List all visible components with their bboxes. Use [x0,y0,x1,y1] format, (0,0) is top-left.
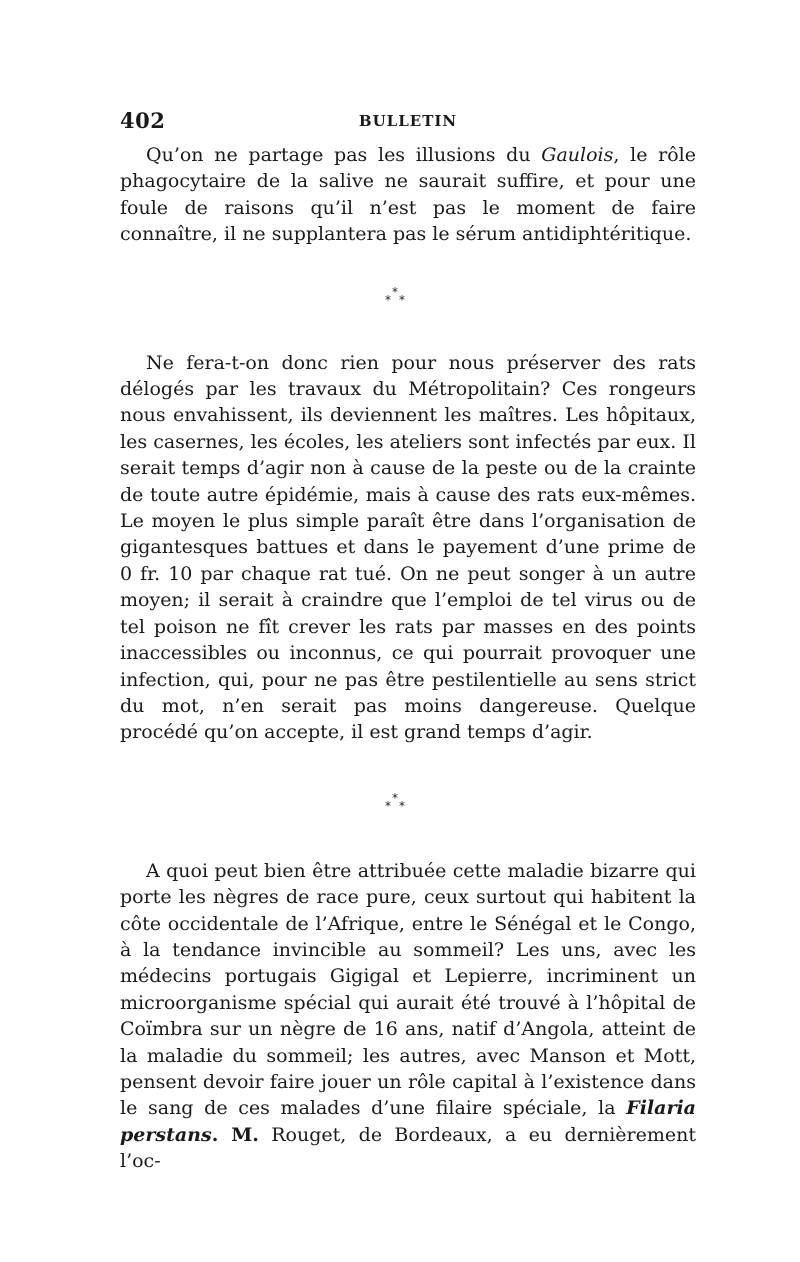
paragraph-sleeping-sickness [120,858,696,1175]
asterisk-glyph: * [399,292,405,307]
asterisk-glyph: * [385,798,391,813]
asterisk-glyph: * [399,798,405,813]
paragraph-saliva [120,142,696,248]
asterism-separator [120,268,696,330]
asterisk-glyph: * [392,284,398,299]
paragraph-rats [120,350,696,746]
paragraph-text: A quoi peut bien être attribuée cette maladie bizarre qui porte les nègres de race pure, ceux surtout qui habitent la côte occidentale de l’Afrique, entre le Sénégal et le Congo, à la tendance invincible au sommeil? Les uns, avec les médecins portugais Gigigal et Lepierre, incriminent un microorganisme spécial qui aurait été trouvé à l’hôpital de Coïmbra sur un nègre de 16 ans, natif d’Angola, atteint de la maladie du sommeil; les autres, avec Manson et Mott, pensent devoir faire jouer un rôle capital à l’existence dans le sang de ces malades d’une filaire spéciale, la [120,859,696,1120]
species-name: Filaria perstans [120,1097,696,1146]
asterism-separator [120,774,696,836]
asterisk-glyph: * [392,790,398,805]
page-header [120,108,696,142]
book-page [120,108,696,1175]
running-head: BULLETIN [358,112,458,130]
asterisk-glyph: * [385,292,391,307]
paragraph-text: Rouget, de Bordeaux, a eu dernièrement l’oc- [120,1123,696,1173]
paragraph-text: Ne fera-t-on donc rien pour nous préserver des rats délogés par les travaux du Métropolitain? Ces rongeurs nous envahissent, ils deviennent les maîtres. Les hôpitaux, les casernes, les écoles, les ateliers sont infectés par eux. Il serait temps d’agir non à cause de la peste ou de la crainte de toute autre épidémie, mais à cause des rats eux-mêmes. Le moyen le plus simple paraît être dans l’organisation de gigantesques battues et dans le payement d’une prime de 0 fr. 10 par chaque rat tué. On ne peut songer à un autre moyen; il serait à craindre que l’emploi de tel virus ou de tel poison ne fît crever les rats par masses en des points inaccessibles ou inconnus, ce qui pourrait provoquer une infection, qui, pour ne pas être pestilentielle au sens strict du mot, n’en serait pas moins dangereuse. Quelque procédé qu’on accepte, il est grand temps d’agir. [120,351,696,744]
page-number: 402 [120,108,166,133]
paragraph-text: Qu’on ne partage pas les illusions du [146,144,542,166]
paragraph-text: , le rôle phagocytaire de la salive ne saurait suffire, et pour une foule de raisons qu’il n’est pas le moment de faire connaître, il ne supplantera pas le sérum antidiphtéritique. [120,144,696,246]
honorific: . M. [211,1123,259,1146]
newspaper-title: Gaulois [541,144,614,166]
